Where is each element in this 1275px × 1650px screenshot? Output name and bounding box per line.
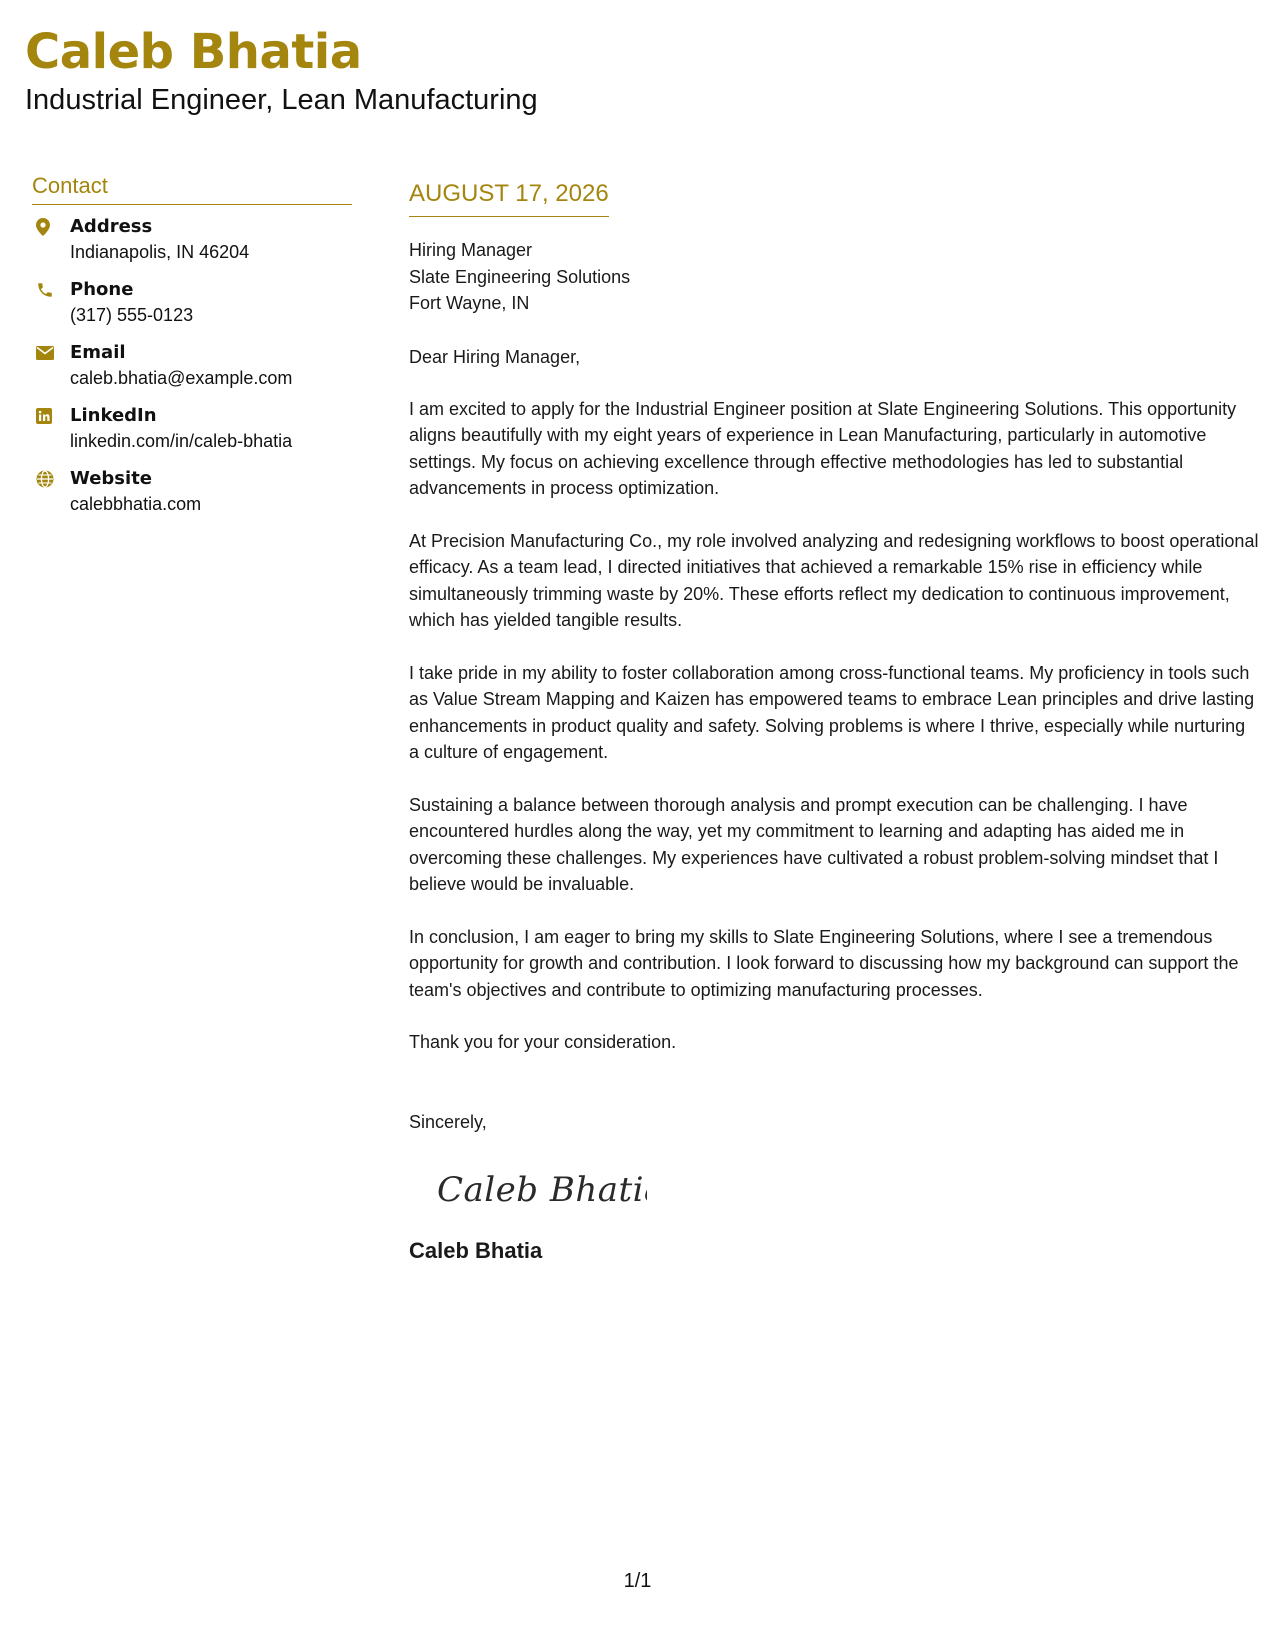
contact-item-email bbox=[32, 341, 352, 404]
contact-heading: Contact bbox=[32, 172, 352, 205]
address-value: Indianapolis, IN 46204 bbox=[70, 242, 250, 262]
letter-paragraph: Sustaining a balance between thorough analysis and prompt execution can be challenging. I have encountered hurdles along the way, yet my commitment to learning and adapting has aided me in overcoming these challenges. My experiences have cultivated a robust problem-solving mindset that I believe would be invaluable. bbox=[409, 794, 1219, 894]
letter-paragraph: I am excited to apply for the Industrial Engineer position at Slate Engineering Solutions. This opportunity aligns beautifully with my eight years of experience in Lean Manufacturing, particularly in automotive settings. My focus on achieving excellence through effective methodologies has led to substantial advancements in process optimization. bbox=[409, 398, 1237, 498]
contact-label: Email bbox=[70, 342, 126, 363]
job-title: Industrial Engineer, Lean Manufacturing bbox=[25, 84, 538, 116]
contact-label: Website bbox=[70, 468, 153, 489]
salutation: Dear Hiring Manager, bbox=[409, 346, 581, 367]
closing: Sincerely, bbox=[409, 1111, 487, 1132]
contact-item-address bbox=[32, 215, 352, 278]
recipient-line: Hiring Manager bbox=[409, 240, 533, 260]
contact-sidebar bbox=[32, 172, 352, 530]
contact-label: Phone bbox=[70, 279, 134, 300]
map-pin-icon bbox=[32, 215, 70, 239]
contact-label: LinkedIn bbox=[70, 405, 157, 426]
email-value[interactable]: caleb.bhatia@example.com bbox=[70, 368, 293, 388]
contact-list bbox=[32, 215, 352, 530]
handwritten-signature bbox=[437, 1163, 647, 1213]
signature-text: Caleb Bhatia bbox=[437, 1169, 647, 1210]
linkedin-value[interactable]: linkedin.com/in/caleb-bhatia bbox=[70, 431, 293, 451]
signer-name: Caleb Bhatia bbox=[409, 1237, 543, 1263]
candidate-name: Caleb Bhatia bbox=[25, 24, 362, 80]
contact-item-website bbox=[32, 467, 352, 530]
phone-value: (317) 555-0123 bbox=[70, 305, 194, 325]
header bbox=[25, 22, 538, 118]
phone-icon bbox=[32, 278, 70, 302]
letter-body bbox=[409, 178, 1259, 1265]
letter-paragraph: Thank you for your consideration. bbox=[409, 1032, 677, 1052]
contact-label: Address bbox=[70, 216, 153, 237]
recipient-block bbox=[409, 237, 1259, 317]
envelope-icon bbox=[32, 341, 70, 365]
contact-item-phone bbox=[32, 278, 352, 341]
letter-paragraph: At Precision Manufacturing Co., my role involved analyzing and redesigning workflows to boost operational efficacy. As a team lead, I directed initiatives that achieved a remarkable 15% rise in efficiency while simultaneously trimming waste by 20%. These efforts reflect my dedication to continuous improvement, which has yielded tangible results. bbox=[409, 530, 1259, 630]
letter-paragraph: I take pride in my ability to foster collaboration among cross-functional teams. My proficiency in tools such as Value Stream Mapping and Kaizen has empowered teams to embrace Lean principles and drive lasting enhancements in product quality and safety. Solving problems is where I thrive, especially while nurturing a culture of engagement. bbox=[409, 662, 1255, 762]
letter-date: AUGUST 17, 2026 bbox=[409, 178, 609, 217]
letter-paragraph: In conclusion, I am eager to bring my skills to Slate Engineering Solutions, where I see a tremendous opportunity for growth and contribution. I look forward to discussing how my background can support the team's objectives and contribute to optimizing manufacturing processes. bbox=[409, 926, 1239, 1000]
globe-icon bbox=[32, 467, 70, 491]
website-value[interactable]: calebbhatia.com bbox=[70, 494, 202, 514]
page-number: 1/1 bbox=[623, 1570, 652, 1592]
linkedin-icon bbox=[32, 404, 70, 428]
recipient-line: Fort Wayne, IN bbox=[409, 293, 530, 313]
recipient-line: Slate Engineering Solutions bbox=[409, 266, 631, 287]
contact-item-linkedin bbox=[32, 404, 352, 467]
